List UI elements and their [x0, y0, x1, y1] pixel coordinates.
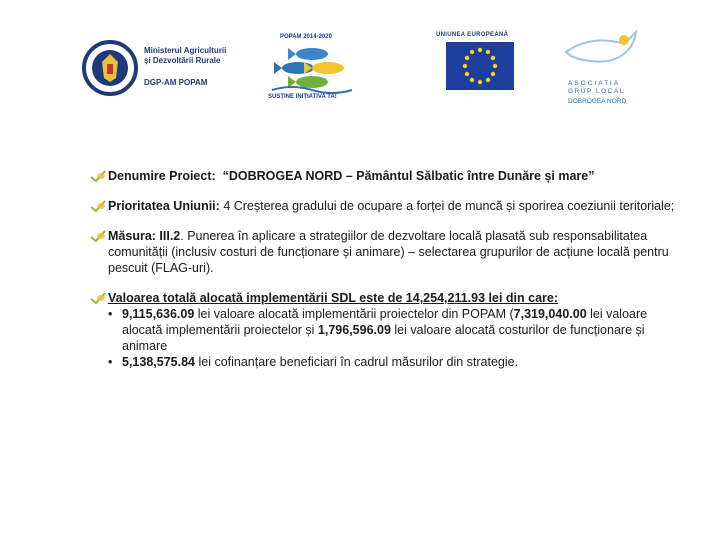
budget-line-2 [108, 354, 680, 370]
popam-slogan: SUSȚINE INIȚIATIVA TA! [268, 94, 337, 100]
agl-line1: ASOCIATIA [568, 80, 621, 87]
leaf-bullet-icon [90, 199, 106, 213]
eu-label: UNIUNEA EUROPEANĂ [436, 32, 509, 38]
project-item [90, 168, 680, 184]
popam-logo [262, 32, 362, 107]
budget-heading: Valoarea totală alocată implementării SDL este de 14,254,211.93 lei din care: [108, 291, 558, 305]
leaf-bullet-icon [90, 229, 106, 243]
leaf-bullet-icon [90, 291, 106, 305]
priority-item [90, 198, 680, 214]
flag-dobrogea-logo [562, 30, 642, 110]
priority-label: Prioritatea Uniunii: [108, 199, 220, 213]
project-value: “DOBROGEA NORD – Pământul Sălbatic între Dunăre și mare” [222, 169, 595, 183]
government-logo [82, 38, 232, 98]
coat-of-arms-icon [82, 40, 138, 96]
popam-title: POPAM 2014-2020 [280, 34, 332, 40]
text-projects: lei valoare alocată implementării proiectelor și [122, 307, 648, 337]
budget-item [90, 290, 680, 370]
priority-value: 4 Creșterea gradului de ocupare a forței de muncă și sporirea coeziunii teritoriale; [223, 199, 675, 213]
amount-projects: 7,319,040.00 [513, 307, 587, 321]
text-popam: lei valoare alocată implementării proiectelor din POPAM ( [194, 307, 514, 321]
amount-operating: 1,796,596.09 [317, 323, 391, 337]
ministry-name-2: și Dezvoltării Rurale [144, 56, 221, 65]
leaf-bullet-icon [90, 169, 106, 183]
fish-icon [262, 44, 362, 94]
eu-logo [436, 32, 518, 108]
project-label: Denumire Proiect: [108, 169, 216, 183]
logos-header [0, 0, 720, 130]
fish-outline-icon [562, 30, 642, 78]
measure-value: . Punerea în aplicare a strategiilor de dezvoltare locală plasată sub responsabilitatea comunității (inclusiv costuri de funcționare și animare) – selectarea grupurilor de acțiune locală pentru pescuit (FLAG-uri). [108, 229, 669, 275]
amount-popam: 9,115,636.09 [122, 307, 195, 321]
ministry-dept: DGP-AM POPAM [144, 78, 208, 87]
agl-line2: GRUP LOCAL [568, 88, 625, 95]
text-operating: lei valoare alocată costurilor de funcționare și animare [122, 323, 645, 353]
ministry-name-1: Ministerul Agriculturii [144, 46, 227, 55]
budget-list [108, 306, 680, 370]
agl-line3: DOBROGEA NORD [568, 98, 627, 105]
content [90, 168, 680, 384]
measure-label: Măsura: III.2 [108, 229, 181, 243]
text-cofinancing: lei cofinanțare beneficiari în cadrul măsurilor din strategie. [195, 355, 519, 369]
eu-flag-icon [446, 42, 514, 90]
measure-item [90, 228, 680, 276]
amount-cofinancing: 5,138,575.84 [122, 355, 195, 369]
budget-line-1 [108, 306, 680, 354]
